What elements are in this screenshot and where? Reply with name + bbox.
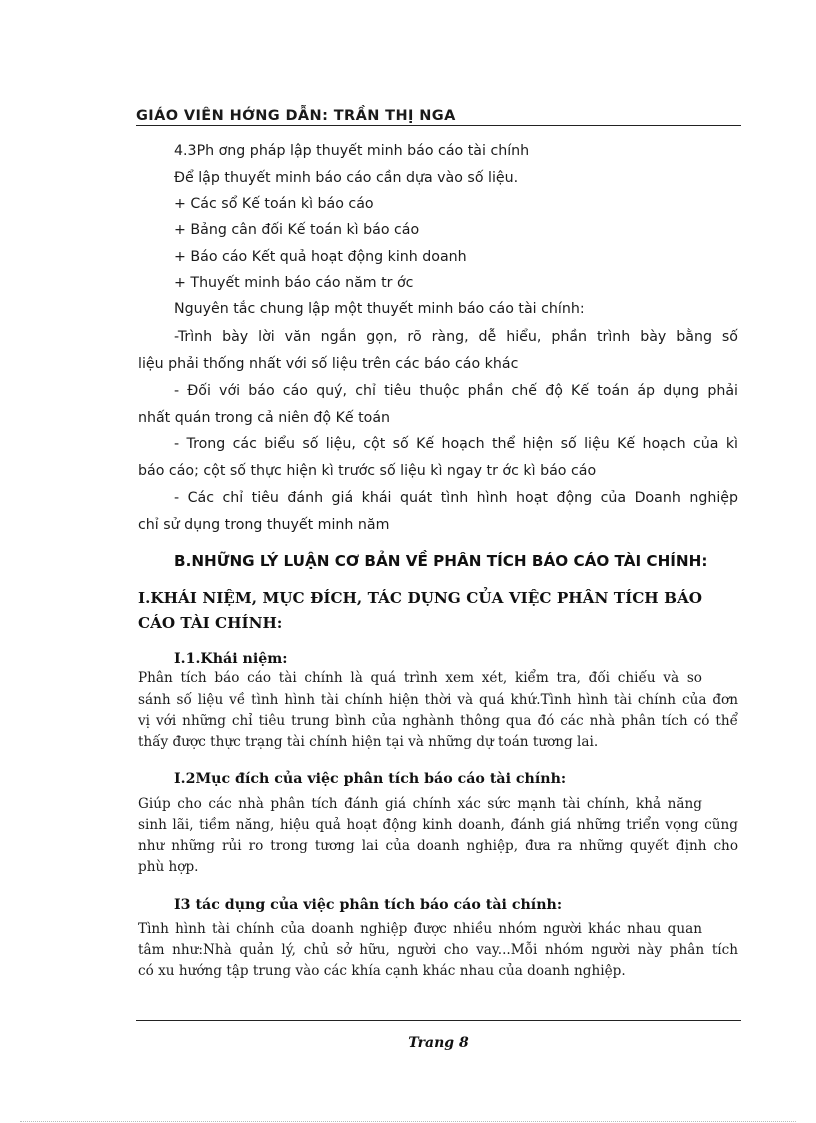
principle-3-line-2: báo cáo; cột số thực hiện kì trước số liệu kì ngay tr ớc kì báo cáo	[138, 463, 597, 479]
principle-4-line-2: chỉ sử dụng trong thuyết minh năm	[138, 517, 390, 533]
principle-2-line-1: - Đối với báo cáo quý, chỉ tiêu thuộc phần chế độ Kế toán áp dụng phải	[174, 383, 738, 399]
paragraph-line: như những rủi ro trong tương lai của doanh nghiệp, đưa ra những quyết định cho	[138, 838, 738, 854]
page-header: GIÁO VIÊN HỚNG DẪN: TRẦN THỊ NGA	[136, 108, 456, 124]
section-i-title-line-2: CÁO TÀI CHÍNH:	[138, 614, 283, 632]
paragraph-line: vị với những chỉ tiêu trung bình của nghành thông qua đó các nhà phân tích có thể	[138, 713, 738, 729]
header-rule	[136, 125, 741, 126]
paragraph-line: sinh lãi, tiềm năng, hiệu quả hoạt động kinh doanh, đánh giá những triển vọng cũng	[138, 817, 738, 833]
principle-1-line-2: liệu phải thống nhất với số liệu trên các báo cáo khác	[138, 356, 519, 372]
footer-rule	[136, 1020, 741, 1021]
paragraph-line: Phân tích báo cáo tài chính là quá trình xem xét, kiểm tra, đối chiếu và so	[138, 670, 702, 686]
subsection-1-1-title: I.1.Khái niệm:	[174, 651, 288, 667]
principles-title: Nguyên tắc chung lập một thuyết minh báo cáo tài chính:	[174, 301, 585, 317]
paragraph-line: thấy được thực trạng tài chính hiện tại và những dự toán tương lai.	[138, 734, 599, 750]
paragraph-line: Tình hình tài chính của doanh nghiệp được nhiều nhóm người khác nhau quan	[138, 921, 702, 937]
section-b-title: B.NHỮNG LÝ LUẬN CƠ BẢN VỀ PHÂN TÍCH BÁO CÁO TÀI CHÍNH:	[174, 552, 708, 570]
principle-1-line-1: -Trình bày lời văn ngắn gọn, rõ ràng, dễ hiểu, phần trình bày bằng số	[174, 329, 738, 345]
subsection-1-2-title: I.2Mục đích của việc phân tích báo cáo tài chính:	[174, 771, 567, 787]
section-i-title-line-1: I.KHÁI NIỆM, MỤC ĐÍCH, TÁC DỤNG CỦA VIỆC PHÂN TÍCH BÁO	[138, 589, 702, 607]
section-4-3-title: 4.3Ph ơng pháp lập thuyết minh báo cáo tài chính	[174, 143, 530, 159]
bullet-item: + Bảng cân đối Kế toán kì báo cáo	[174, 222, 420, 238]
page-bottom-border	[20, 1121, 796, 1122]
principle-4-line-1: - Các chỉ tiêu đánh giá khái quát tình hình hoạt động của Doanh nghiệp	[174, 490, 738, 506]
bullet-item: + Báo cáo Kết quả hoạt động kinh doanh	[174, 249, 467, 265]
bullet-item: + Thuyết minh báo cáo năm tr ớc	[174, 275, 414, 291]
paragraph-line: tâm như:Nhà quản lý, chủ sở hữu, người cho vay...Mỗi nhóm người này phân tích	[138, 942, 738, 958]
subsection-1-3-title: I3 tác dụng của việc phân tích báo cáo tài chính:	[174, 897, 563, 913]
page-number: Trang 8	[408, 1035, 469, 1051]
paragraph-line: phù hợp.	[138, 859, 199, 875]
paragraph-line: có xu hướng tập trung vào các khía cạnh khác nhau của doanh nghiệp.	[138, 963, 626, 979]
principle-2-line-2: nhất quán trong cả niên độ Kế toán	[138, 410, 391, 426]
principle-3-line-1: - Trong các biểu số liệu, cột số Kế hoạch thể hiện số liệu Kế hoạch của kì	[174, 436, 738, 452]
paragraph-line: Giúp cho các nhà phân tích đánh giá chính xác sức mạnh tài chính, khả năng	[138, 796, 702, 812]
paragraph-line: sánh số liệu về tình hình tài chính hiện thời và quá khứ.Tình hình tài chính của đơn	[138, 692, 738, 708]
bullet-item: + Các sổ Kế toán kì báo cáo	[174, 196, 374, 212]
section-4-3-intro: Để lập thuyết minh báo cáo cần dựa vào số liệu.	[174, 170, 519, 186]
